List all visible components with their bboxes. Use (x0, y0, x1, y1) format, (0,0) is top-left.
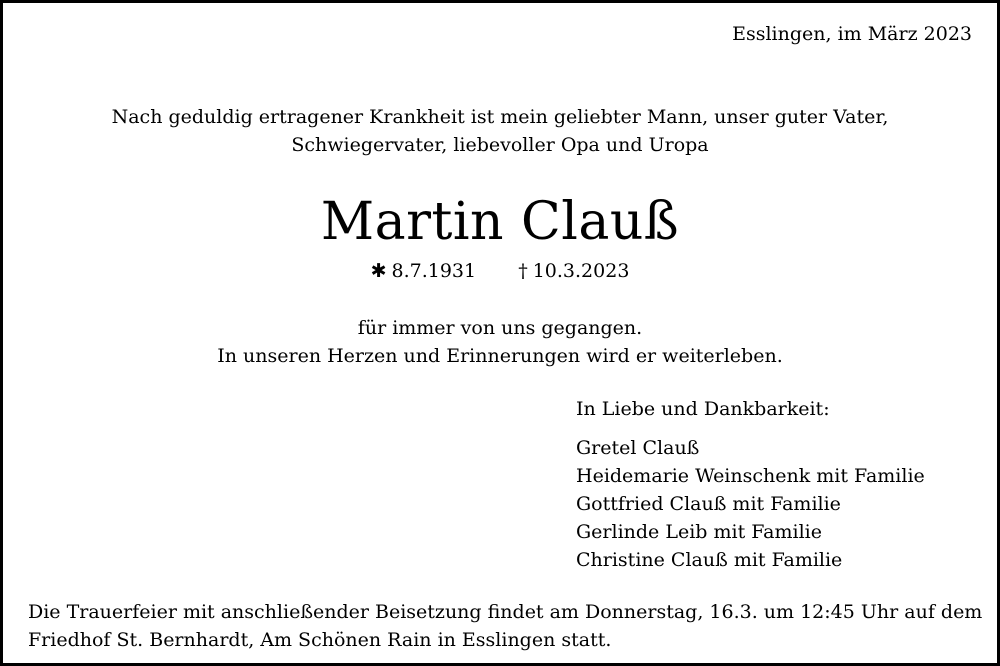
mourner-name: Gottfried Clauß mit Familie (576, 493, 841, 515)
deceased-name: Martin Clauß (320, 192, 680, 252)
closing-line: für immer von uns gegangen. (357, 317, 643, 339)
death-cross-icon: † (518, 260, 528, 282)
ceremony-line: Die Trauerfeier mit anschließender Beisetzung findet am Donnerstag, 16.3. um 12:45 Uhr auf dem (28, 601, 983, 623)
closing-text (3, 314, 997, 370)
birth-date: 8.7.1931 (391, 260, 477, 282)
place-date: Esslingen, im März 2023 (732, 23, 972, 45)
mourner-name: Christine Clauß mit Familie (576, 549, 843, 571)
birth-star-icon: ✱ (370, 260, 387, 282)
intro-text (3, 103, 997, 159)
ceremony-line: Friedhof St. Bernhardt, Am Schönen Rain in Esslingen statt. (28, 629, 612, 651)
intro-line: Schwiegervater, liebevoller Opa und Uropa (291, 134, 709, 156)
mourners-greeting: In Liebe und Dankbarkeit: (576, 398, 830, 420)
ceremony-info (28, 598, 982, 654)
mourner-name: Gretel Clauß (576, 437, 700, 459)
life-dates (3, 257, 997, 285)
mourners-block (576, 395, 925, 574)
death-date: 10.3.2023 (532, 260, 630, 282)
mourner-name: Gerlinde Leib mit Familie (576, 521, 822, 543)
mourner-name: Heidemarie Weinschenk mit Familie (576, 465, 925, 487)
intro-line: Nach geduldig ertragener Krankheit ist mein geliebter Mann, unser guter Vater, (111, 106, 889, 128)
closing-line: In unseren Herzen und Erinnerungen wird er weiterleben. (217, 345, 783, 367)
